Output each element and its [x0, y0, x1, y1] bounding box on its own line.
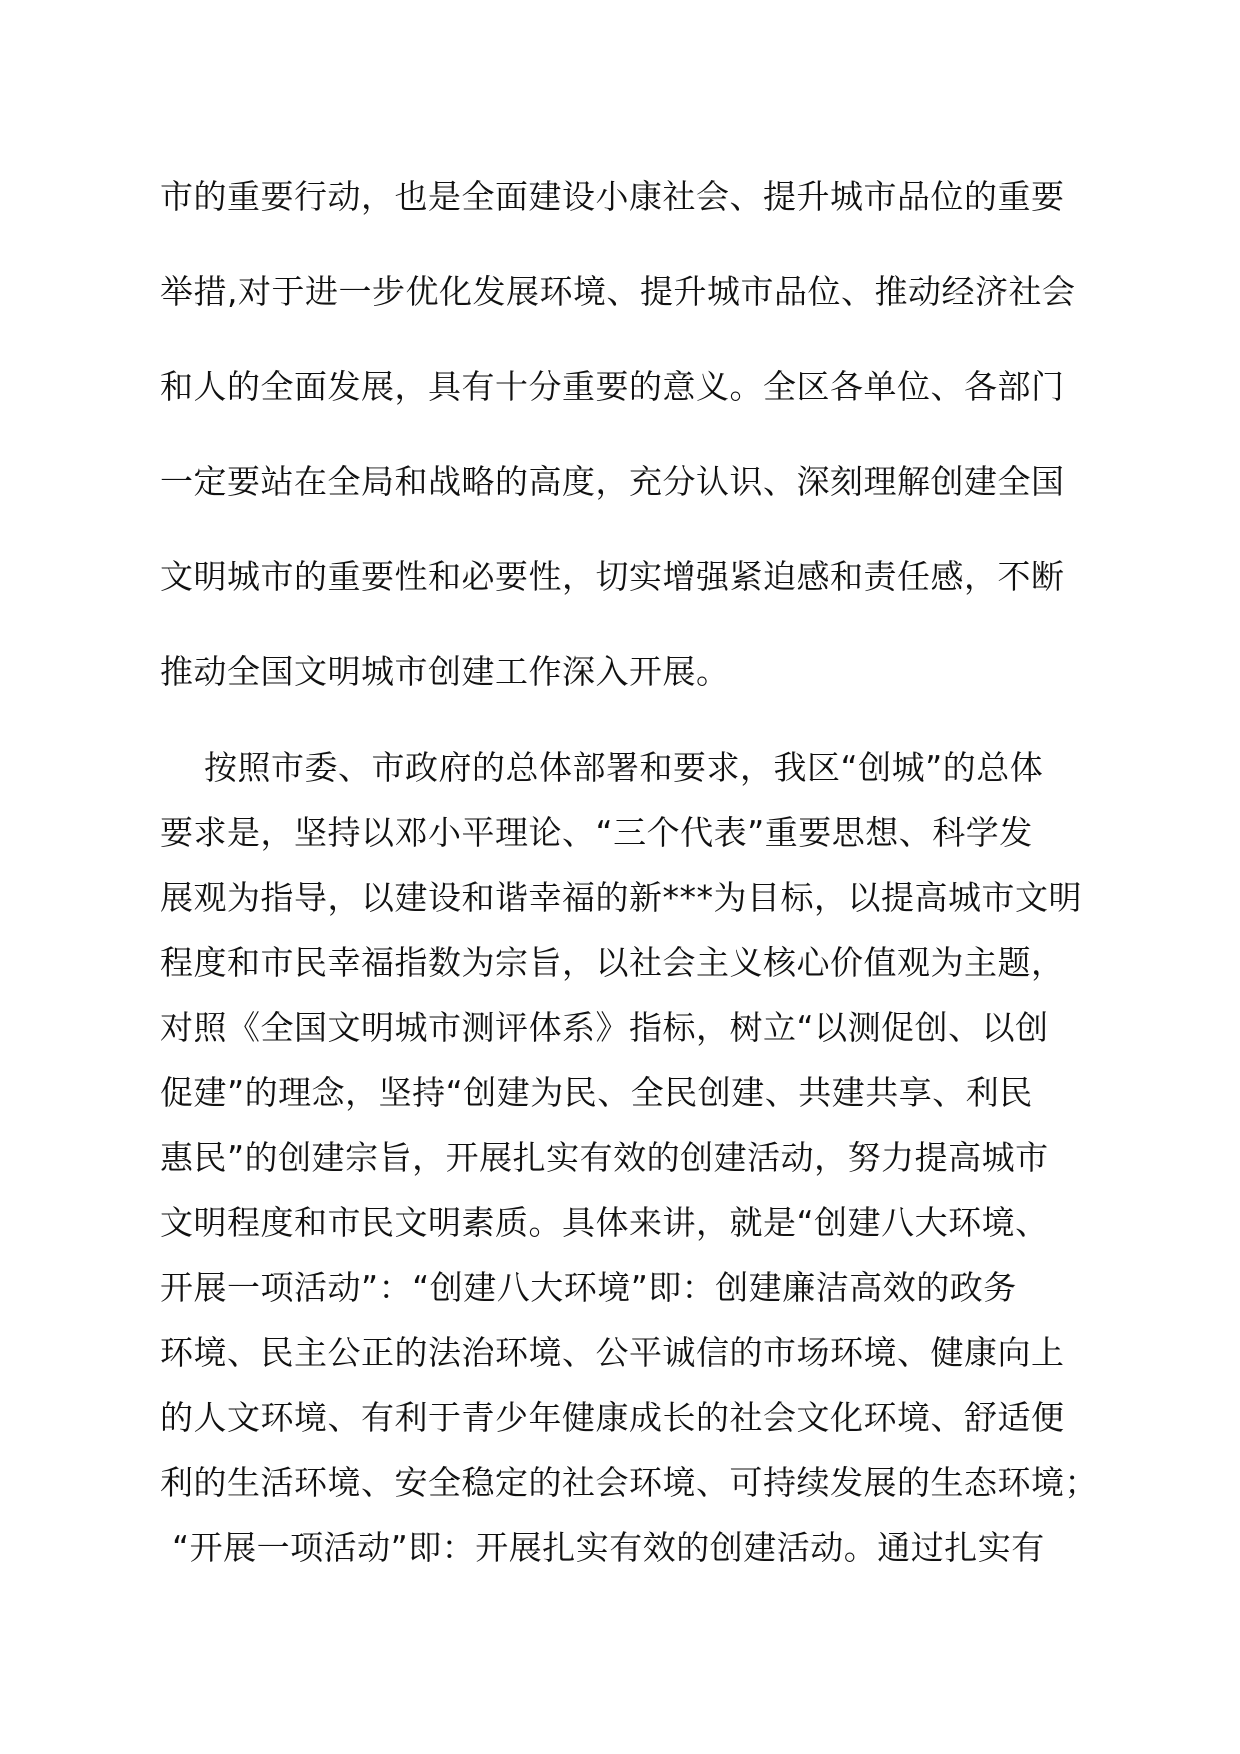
- paragraph-1-line: 市的重要行动，也是全面建设小康社会、提升城市品位的重要: [160, 177, 1065, 216]
- paragraph-2-line: 惠民”的创建宗旨，开展扎实有效的创建活动，努力提高城市: [160, 1138, 1049, 1177]
- paragraph-2-line: 文明程度和市民文明素质。具体来讲，就是“创建八大环境、: [160, 1203, 1049, 1242]
- paragraph-1-line: 文明城市的重要性和必要性，切实增强紧迫感和责任感，不断: [160, 557, 1065, 596]
- paragraph-1-line: 一定要站在全局和战略的高度，充分认识、深刻理解创建全国: [160, 462, 1065, 501]
- paragraph-2-line: 促建”的理念，坚持“创建为民、全民创建、共建共享、利民: [160, 1073, 1033, 1112]
- paragraph-1-line: 和人的全面发展，具有十分重要的意义。全区各单位、各部门: [160, 367, 1065, 406]
- paragraph-2-line: 环境、民主公正的法治环境、公平诚信的市场环境、健康向上: [160, 1333, 1065, 1372]
- paragraph-2-line: 开展一项活动”：“创建八大环境”即：创建廉洁高效的政务: [160, 1268, 1017, 1307]
- paragraph-2-line: “开展一项活动”即：开展扎实有效的创建活动。通过扎实有: [172, 1528, 1045, 1567]
- paragraph-2-line: 的人文环境、有利于青少年健康成长的社会文化环境、舒适便: [160, 1398, 1065, 1437]
- paragraph-2-line: 利的生活环境、安全稳定的社会环境、可持续发展的生态环境；: [160, 1463, 1098, 1502]
- paragraph-2-line: 程度和市民幸福指数为宗旨，以社会主义核心价值观为主题，: [160, 943, 1065, 982]
- paragraph-1-line: 推动全国文明城市创建工作深入开展。: [160, 652, 730, 691]
- paragraph-2-line: 对照《全国文明城市测评体系》指标，树立“以测促创、以创: [160, 1008, 1049, 1047]
- paragraph-2-line: 要求是，坚持以邓小平理论、“三个代表”重要思想、科学发: [160, 813, 1033, 852]
- paragraph-2-line: 按照市委、市政府的总体部署和要求，我区“创城”的总体: [204, 748, 1044, 787]
- paragraph-2-line: 展观为指导，以建设和谐幸福的新***为目标，以提高城市文明: [160, 878, 1082, 917]
- paragraph-1-line: 举措,对于进一步优化发展环境、提升城市品位、推动经济社会: [160, 272, 1076, 311]
